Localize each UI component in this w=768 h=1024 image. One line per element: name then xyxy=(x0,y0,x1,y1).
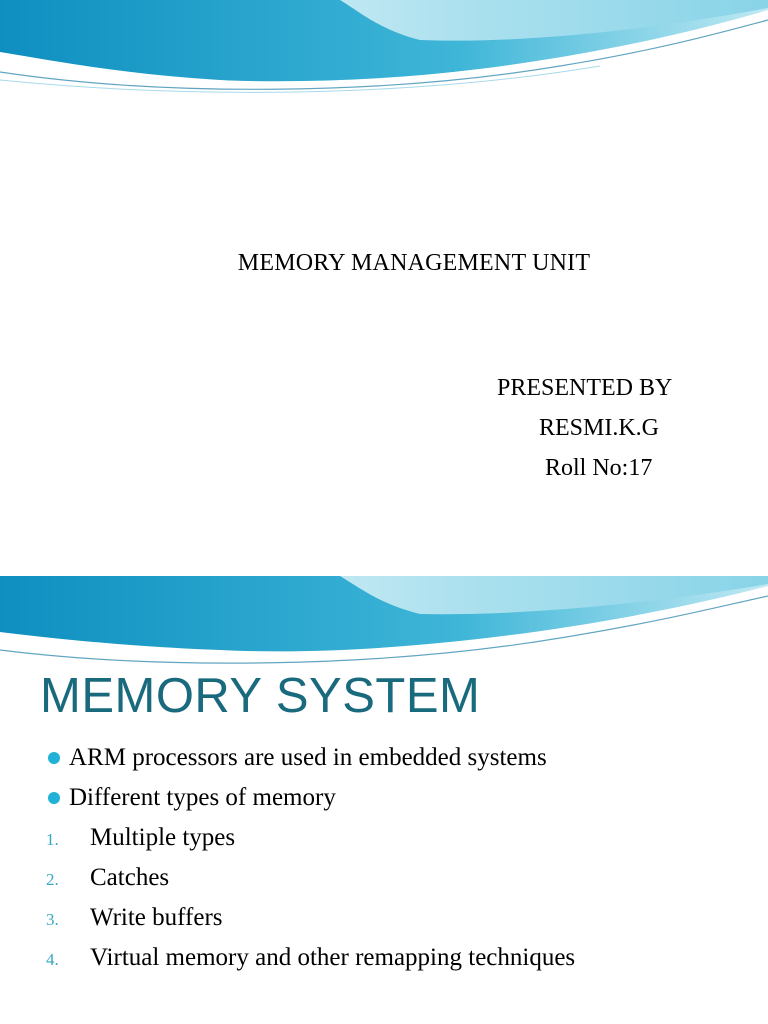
presented-by-label: PRESENTED BY xyxy=(497,375,673,401)
roll-number: Roll No:17 xyxy=(545,455,653,481)
item-text: Catches xyxy=(90,864,170,891)
item-text: Virtual memory and other remapping techniques xyxy=(90,944,576,971)
bullet-dot-icon xyxy=(48,752,60,764)
item-number: 2. xyxy=(46,870,59,889)
memory-system-slide xyxy=(0,568,768,1024)
wave-header-decoration xyxy=(0,0,768,100)
presenter-name: RESMI.K.G xyxy=(539,415,660,441)
slide-title: MEMORY MANAGEMENT UNIT xyxy=(237,250,591,276)
item-text: Write buffers xyxy=(90,904,223,931)
item-number: 4. xyxy=(46,950,59,969)
bullet-text: ARM processors are used in embedded systems xyxy=(69,744,547,771)
item-number: 1. xyxy=(46,830,59,849)
presenter-block xyxy=(497,368,672,488)
bullet-dot-icon xyxy=(48,792,60,804)
wave-header-decoration xyxy=(0,572,768,672)
item-text: Multiple types xyxy=(90,824,236,851)
item-number: 3. xyxy=(46,910,59,929)
slide-heading: MEMORY SYSTEM xyxy=(40,669,481,723)
bullet-text: Different types of memory xyxy=(69,784,336,811)
